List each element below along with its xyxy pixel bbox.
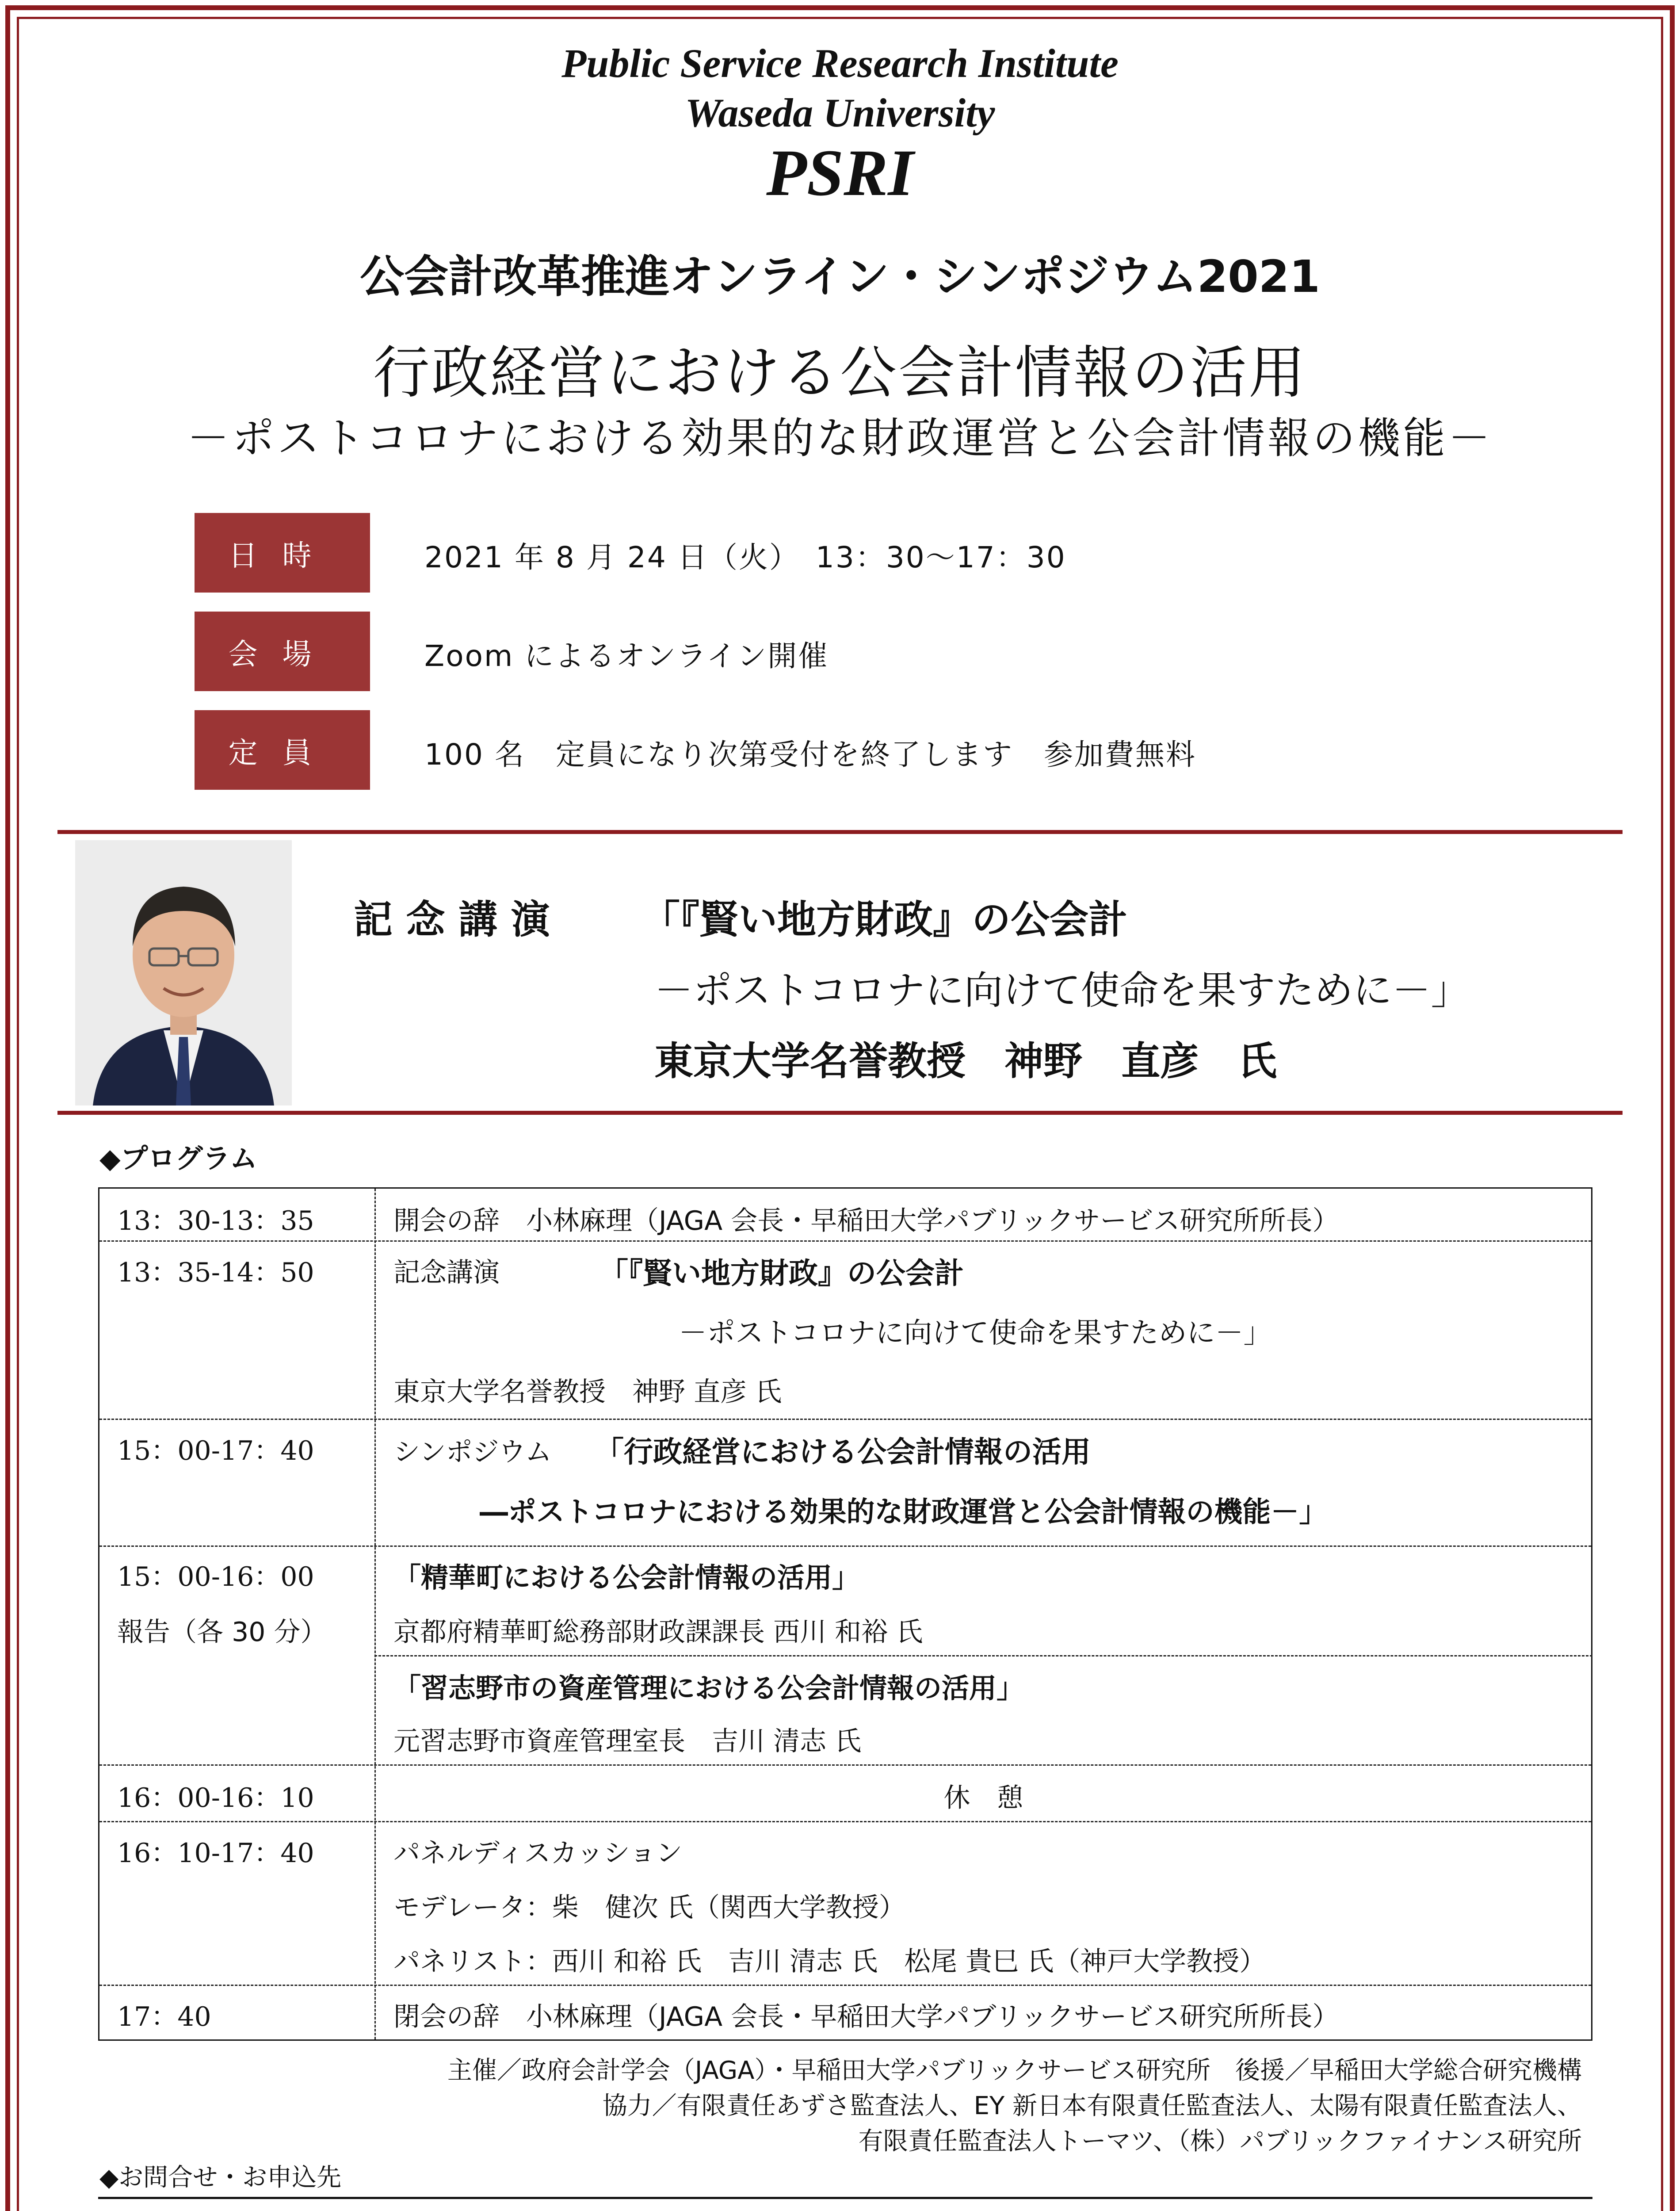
main-subtitle: －ポストコロナにおける効果的な財政運営と公会計情報の機能－: [187, 413, 1493, 463]
contact-divider: [98, 2197, 1592, 2199]
row-label: 記念講演: [393, 1257, 500, 1288]
break-text: 休 憩: [943, 1783, 1023, 1813]
row-label: シンポジウム: [393, 1437, 552, 1468]
speaker-photo: [75, 840, 292, 1106]
row-subtitle: ―ポストコロナにおける効果的な財政運営と公会計情報の機能－」: [480, 1496, 1328, 1529]
capacity-value: 100 名 定員になり次第受付を終了します 参加費無料: [424, 738, 1196, 772]
lecture-title-1: 「『賢い地方財政』の公会計: [641, 897, 1128, 942]
contact-tel-fax: [842, 2207, 1413, 2211]
panel-panelists: パネリスト：西川 和裕 氏 吉川 清志 氏 松尾 貴巳 氏（神戸大学教授）: [393, 1946, 1266, 1977]
venue-value: Zoom によるオンライン開催: [424, 639, 829, 673]
row-title: 「行政経営における公会計情報の活用: [595, 1435, 1091, 1469]
date-label: 日時: [195, 513, 370, 593]
contact-org-1: [116, 2207, 584, 2211]
university-name: Waseda University: [685, 90, 995, 135]
program-heading: ◆プログラム: [99, 1142, 258, 1174]
row-text: 開会の辞 小林麻理（JAGA 会長・早稲田大学パブリックサービス研究所所長）: [393, 1205, 1339, 1236]
row-title: 「『賢い地方財政』の公会計: [599, 1256, 964, 1290]
venue-label: 会場: [195, 612, 370, 691]
contact-heading: ◆お問合せ・お申込先: [99, 2163, 342, 2192]
sponsors-line-2: 協力／有限責任あずさ監査法人、EY 新日本有限責任監査法人、太陽有限責任監査法人、: [602, 2092, 1582, 2120]
institute-name: Public Service Research Institute: [561, 41, 1119, 86]
capacity-label: 定員: [195, 710, 370, 790]
panel-title: パネルディスカッション: [393, 1838, 683, 1869]
symposium-name: 公会計改革推進オンライン・シンポジウム2021: [360, 251, 1320, 302]
report-2-title: 「習志野市の資産管理における公会計情報の活用」: [393, 1672, 1024, 1704]
psri-logo-text: PSRI: [766, 136, 914, 210]
row-text: 閉会の辞 小林麻理（JAGA 会長・早稲田大学パブリックサービス研究所所長）: [393, 2001, 1339, 2032]
row-time: 13：30-13：35: [117, 1205, 314, 1236]
program-table: [98, 1187, 1592, 2041]
date-value: 2021 年 8 月 24 日（火） 13：30～17：30: [424, 540, 1066, 574]
row-subtitle: －ポストコロナに向けて使命を果すために－」: [679, 1317, 1272, 1350]
report-1-title: 「精華町における公会計情報の活用」: [393, 1561, 860, 1594]
row-time-note: 報告（各 30 分）: [117, 1617, 327, 1648]
row-time: 13：35-14：50: [117, 1257, 314, 1288]
column-divider: [374, 1189, 376, 2039]
row-time: 15：00-16：00: [117, 1561, 314, 1592]
report-1-speaker: 京都府精華町総務部財政課課長 西川 和裕 氏: [393, 1617, 923, 1648]
row-time: 16：10-17：40: [117, 1838, 314, 1869]
lecture-label: 記 念 講 演: [354, 897, 550, 942]
panel-moderator: モデレータ：柴 健次 氏（関西大学教授）: [393, 1892, 905, 1923]
row-time: 15：00-17：40: [117, 1435, 314, 1466]
main-title: 行政経営における公会計情報の活用: [373, 340, 1307, 406]
row-time: 16：00-16：10: [117, 1783, 314, 1813]
lecture-speaker: 東京大学名誉教授 神野 直彦 氏: [654, 1038, 1277, 1084]
divider-bottom: [57, 1111, 1623, 1115]
report-2-speaker: 元習志野市資産管理室長 吉川 清志 氏: [393, 1726, 862, 1757]
divider-top: [57, 830, 1623, 834]
sponsors-line-3: 有限責任監査法人トーマツ、（株）パブリックファイナンス研究所: [858, 2127, 1582, 2156]
lecture-title-2: －ポストコロナに向けて使命を果すために－」: [654, 968, 1470, 1013]
sponsors-line-1: 主催／政府会計学会（JAGA）・早稲田大学パブリックサービス研究所 後援／早稲田大学総合研究機構: [447, 2056, 1582, 2085]
row-speaker: 東京大学名誉教授 神野 直彦 氏: [393, 1377, 782, 1408]
row-time: 17：40: [117, 2001, 211, 2032]
